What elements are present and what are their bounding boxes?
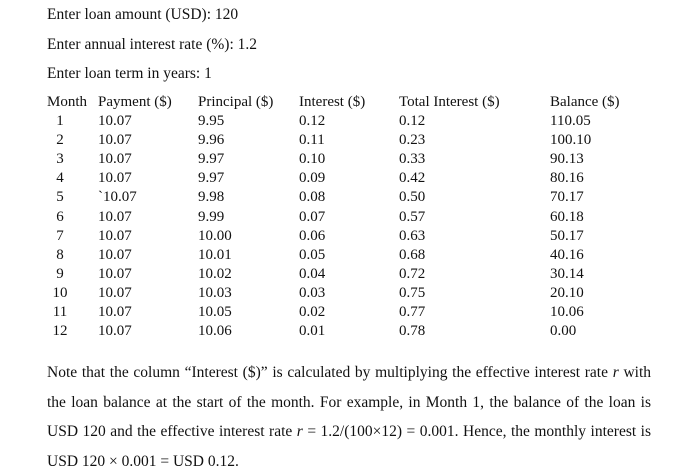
- cell-month: 2: [56, 132, 64, 149]
- cell-principal: 10.01: [198, 246, 232, 263]
- cell-principal: 9.96: [198, 132, 225, 149]
- cell-total-interest: 0.63: [399, 227, 426, 244]
- cell-balance: 100.10: [550, 132, 592, 149]
- cell-interest: 0.08: [299, 189, 326, 206]
- table-row: [0, 208, 700, 227]
- cell-balance: 80.16: [550, 170, 584, 187]
- cell-balance: 110.05: [550, 113, 591, 130]
- note-text-3: = 1.2/(100×12) = 0.001. Hence, the monthly interest is USD 120 × 0.001 = USD 0.12.: [47, 423, 651, 470]
- header-total-interest: Total Interest ($): [399, 94, 500, 110]
- cell-total-interest: 0.23: [399, 132, 426, 149]
- header-month: Month: [47, 94, 88, 110]
- cell-interest: 0.05: [299, 246, 326, 263]
- note-variable-r: r: [612, 364, 619, 381]
- cell-interest: 0.11: [299, 132, 325, 149]
- cell-month: 5: [56, 189, 64, 206]
- cell-month: 8: [56, 246, 64, 263]
- cell-balance: 70.17: [550, 189, 584, 206]
- cell-payment: `10.07: [98, 189, 137, 206]
- cell-total-interest: 0.50: [399, 189, 426, 206]
- cell-balance: 30.14: [550, 265, 584, 282]
- header-balance: Balance ($): [550, 94, 620, 110]
- table-row: [0, 150, 700, 169]
- interest-rate-line: Enter annual interest rate (%): 1.2: [47, 36, 258, 53]
- cell-balance: 40.16: [550, 246, 584, 263]
- table-row: [0, 131, 700, 150]
- cell-balance: 0.00: [550, 323, 577, 340]
- cell-interest: 0.06: [299, 227, 326, 244]
- table-body: [0, 112, 700, 341]
- cell-month: 10: [52, 284, 68, 301]
- cell-principal: 10.03: [198, 284, 232, 301]
- cell-interest: 0.09: [299, 170, 326, 187]
- table-row: [0, 169, 700, 188]
- amortization-table: [0, 93, 700, 341]
- cell-balance: 60.18: [550, 208, 584, 225]
- cell-interest: 0.12: [299, 113, 326, 130]
- table-row: [0, 112, 700, 131]
- cell-month: 7: [56, 227, 64, 244]
- cell-principal: 9.97: [198, 151, 225, 168]
- loan-term-line: Enter loan term in years: 1: [47, 65, 212, 82]
- cell-month: 12: [52, 323, 68, 340]
- cell-principal: 10.05: [198, 304, 232, 321]
- cell-principal: 10.06: [198, 323, 232, 340]
- table-header-row: [0, 93, 700, 112]
- table-row: [0, 303, 700, 322]
- cell-interest: 0.04: [299, 265, 326, 282]
- table-row: [0, 265, 700, 284]
- cell-interest: 0.02: [299, 304, 326, 321]
- cell-total-interest: 0.33: [399, 151, 426, 168]
- cell-total-interest: 0.75: [399, 284, 426, 301]
- cell-payment: 10.07: [98, 132, 132, 149]
- cell-principal: 9.98: [198, 189, 225, 206]
- cell-total-interest: 0.68: [399, 246, 426, 263]
- note-text-2: with the loan balance at the start of the month. For example, in Month 1, the balance of the loan is USD 120 and the effective interest rate: [47, 364, 651, 440]
- cell-month: 4: [56, 170, 64, 187]
- cell-total-interest: 0.12: [399, 113, 426, 130]
- cell-interest: 0.10: [299, 151, 326, 168]
- header-principal: Principal ($): [198, 94, 274, 110]
- note-variable-r-2: r: [296, 423, 303, 440]
- cell-payment: 10.07: [98, 170, 132, 187]
- cell-total-interest: 0.78: [399, 323, 426, 340]
- cell-interest: 0.01: [299, 323, 326, 340]
- cell-payment: 10.07: [98, 304, 132, 321]
- header-payment: Payment ($): [98, 94, 172, 110]
- cell-payment: 10.07: [98, 113, 132, 130]
- cell-balance: 20.10: [550, 284, 584, 301]
- cell-principal: 10.02: [198, 265, 232, 282]
- cell-payment: 10.07: [98, 208, 132, 225]
- cell-interest: 0.03: [299, 284, 326, 301]
- cell-payment: 10.07: [98, 323, 132, 340]
- loan-amount-line: Enter loan amount (USD): 120: [47, 6, 239, 23]
- cell-total-interest: 0.77: [399, 304, 426, 321]
- cell-principal: 9.97: [198, 170, 225, 187]
- cell-interest: 0.07: [299, 208, 326, 225]
- table-row: [0, 284, 700, 303]
- table-row: [0, 227, 700, 246]
- cell-payment: 10.07: [98, 227, 132, 244]
- cell-month: 3: [56, 151, 64, 168]
- cell-total-interest: 0.57: [399, 208, 426, 225]
- cell-principal: 9.99: [198, 208, 225, 225]
- cell-payment: 10.07: [98, 265, 132, 282]
- cell-month: 9: [56, 265, 64, 282]
- header-interest: Interest ($): [299, 94, 366, 110]
- note-text-1: Note that the column “Interest ($)” is calculated by multiplying the effective interest rate: [47, 364, 613, 381]
- cell-payment: 10.07: [98, 151, 132, 168]
- cell-principal: 9.95: [198, 113, 225, 130]
- table-row: [0, 188, 700, 207]
- cell-month: 1: [56, 113, 64, 130]
- cell-balance: 10.06: [550, 304, 584, 321]
- cell-balance: 90.13: [550, 151, 584, 168]
- cell-month: 6: [56, 208, 64, 225]
- table-row: [0, 322, 700, 341]
- cell-balance: 50.17: [550, 227, 584, 244]
- explanatory-note: [47, 358, 651, 476]
- cell-month: 11: [52, 304, 68, 321]
- cell-total-interest: 0.72: [399, 265, 426, 282]
- cell-principal: 10.00: [198, 227, 232, 244]
- cell-total-interest: 0.42: [399, 170, 426, 187]
- table-row: [0, 246, 700, 265]
- cell-payment: 10.07: [98, 246, 132, 263]
- cell-payment: 10.07: [98, 284, 132, 301]
